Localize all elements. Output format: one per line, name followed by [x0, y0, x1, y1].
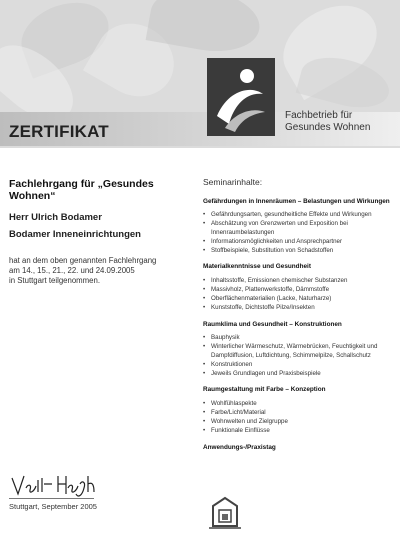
section-climate: [203, 321, 393, 379]
list-item: • Winterlicher Wärmeschutz, Wärmebrücken, Feuchtigkeit und Dampfdiffusion, Luftdichtung, Schimmelpilze, Schallschutz: [203, 343, 393, 360]
list-item: • Jeweils Grundlagen und Praxisbeispiele: [203, 370, 393, 379]
left-column: [9, 178, 194, 202]
list-item: • Oberflächenmaterialien (Lacke, Naturharze): [203, 295, 393, 304]
recipient-name: Herr Ulrich Bodamer: [9, 212, 102, 223]
company-logo: [207, 58, 275, 136]
recipient-company: Bodamer Inneneinrichtungen: [9, 229, 141, 240]
list-item: • Wohlfühlaspekte: [203, 400, 393, 409]
list-item: • Inhaltsstoffe, Emissionen chemischer Substanzen: [203, 277, 393, 286]
section-materials: [203, 263, 393, 312]
statement-line: in Stuttgart teilgenommen.: [9, 276, 101, 285]
practice-day-title: Anwendungs-/Praxistag: [203, 443, 276, 451]
building-stamp-icon: [205, 492, 245, 532]
figure-swoosh-logo-icon: [207, 58, 275, 136]
list-item: • Abschätzung von Grenzwerten und Exposition bei Innenraumbelastungen: [203, 220, 393, 237]
section-title: Raumklima und Gesundheit – Konstruktionen: [203, 320, 342, 328]
certificate-header: [0, 0, 400, 148]
list-item: • Informationsmöglichkeiten und Ansprechpartner: [203, 238, 393, 247]
section-color: [203, 386, 393, 435]
list-item: • Wohnwelten und Zielgruppe: [203, 418, 393, 427]
course-title: Fachlehrgang für „Gesundes Wohnen“: [9, 178, 154, 202]
list-item: • Kunststoffe, Dichtstoffe Pilze/Insekten: [203, 304, 393, 313]
brand-text: [285, 110, 370, 134]
recipient-block: [9, 210, 141, 242]
section-title: Gefährdungen in Innenräumen – Belastungen und Wirkungen: [203, 197, 390, 205]
place-date: Stuttgart, September 2005: [9, 502, 97, 511]
brand-line-2: Gesundes Wohnen: [285, 122, 371, 133]
statement-line: am 14., 15., 21., 22. und 24.09.2005: [9, 266, 135, 275]
participation-statement: [9, 256, 194, 286]
list-item: • Bauphysik: [203, 334, 393, 343]
list-item: • Gefährdungsarten, gesundheitliche Effekte und Wirkungen: [203, 211, 393, 220]
certificate-title: ZERTIFIKAT: [9, 122, 109, 141]
list-item: • Farbe/Licht/Material: [203, 409, 393, 418]
list-item: • Stoffbeispiele, Substitution von Schadstoffen: [203, 247, 393, 256]
seminar-heading: Seminarinhalte:: [203, 177, 263, 187]
list-item: • Massivholz, Plattenwerkstoffe, Dämmstoffe: [203, 286, 393, 295]
list-item: • Funktionale Einflüsse: [203, 427, 393, 436]
signature-line: [9, 498, 94, 499]
seminar-contents: [203, 178, 393, 452]
section-hazards: [203, 198, 393, 256]
handwritten-signature: [8, 470, 98, 500]
list-item: • Konstruktionen: [203, 361, 393, 370]
section-title: Materialkenntnisse und Gesundheit: [203, 263, 311, 271]
statement-line: hat an dem oben genannten Fachlehrgang: [9, 256, 157, 265]
brand-line-1: Fachbetrieb für: [285, 110, 353, 121]
section-title: Raumgestaltung mit Farbe – Konzeption: [203, 386, 326, 394]
